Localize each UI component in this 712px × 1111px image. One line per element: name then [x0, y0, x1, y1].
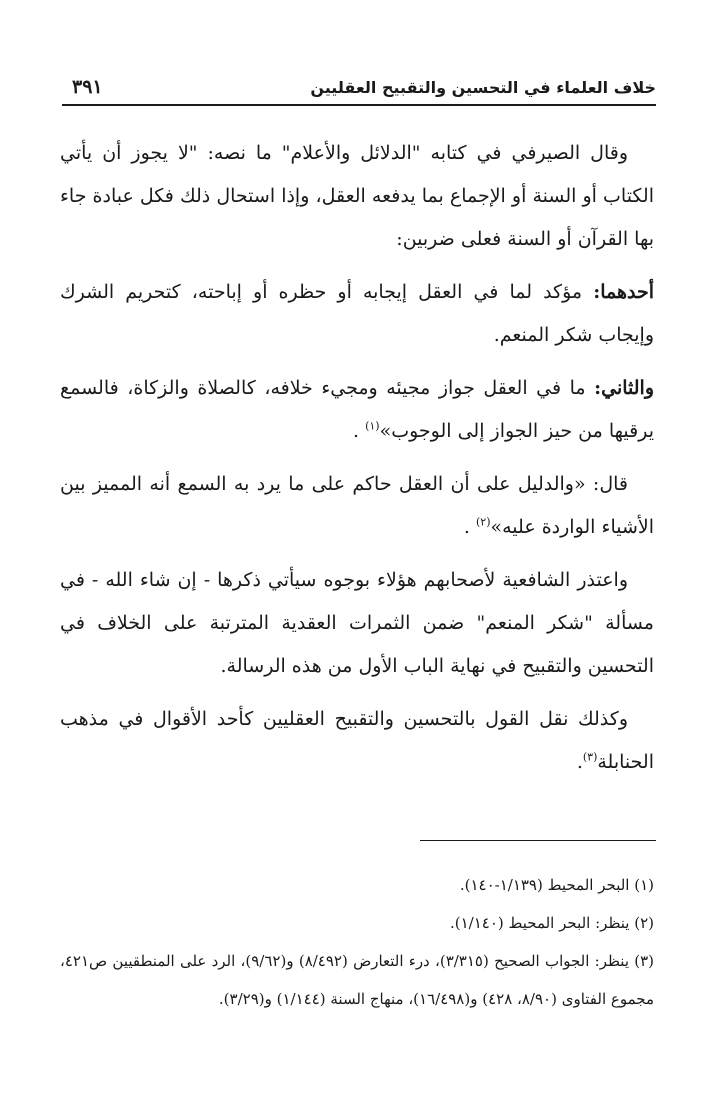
main-text [60, 132, 654, 794]
running-header-title: خلاف العلماء في التحسين والتقبيح العقليين [310, 77, 656, 97]
paragraph-first-type [60, 271, 654, 357]
hanbali-end: . [576, 751, 583, 773]
evidence-text: قال: «والدليل على أن العقل حاكم على ما يرد به السمع أنه المميز بين الأشياء الواردة عليه» [60, 473, 654, 538]
first-type-lead: أحدهما: [593, 281, 654, 303]
second-type-end: . [352, 420, 366, 442]
paragraph-shafii-excuse: واعتذر الشافعية لأصحابهم هؤلاء بوجوه سيأتي ذكرها - إن شاء الله - في مسألة "شكر المنعم" ضمن الثمرات العقدية المترتبة على الخلاف في التحسين والتقبيح في نهاية الباب الأول من هذه الرسالة. [60, 569, 654, 677]
paragraph-second-type [60, 367, 654, 453]
paragraph-hanbali [60, 698, 654, 784]
first-type-text: مؤكد لما في العقل إيجابه أو حظره أو إباحته، كتحريم الشرك وإيجاب شكر المنعم. [60, 281, 654, 346]
page-number: ٣٩١ [72, 76, 103, 98]
footnote-2: (٢) ينظر: البحر المحيط (١/١٤٠). [449, 914, 654, 932]
footnote-ref-1: (١) [365, 419, 380, 433]
footnote-3: (٣) ينظر: الجواب الصحيح (٣/٣١٥)، درء التعارض (٨/٤٩٢) و(٩/٦٢)، الرد على المنطقيين ص٤٢١، مجموع الفتاوى (٨/٩٠، ٤٢٨) و(١٦/٤٩٨)، منهاج السنة (١/١٤٤) و(٣/٢٩). [60, 952, 655, 1008]
footnote-1: (١) البحر المحيط (١/١٣٩-١٤٠). [459, 876, 654, 894]
hanbali-text: وكذلك نقل القول بالتحسين والتقبيح العقليين كأحد الأقوال في مذهب الحنابلة [60, 708, 654, 773]
second-type-text: ما في العقل جواز مجيئه ومجيء خلافه، كالصلاة والزكاة، فالسمع يرقيها من حيز الجواز إلى الوجوب» [60, 377, 654, 442]
footnote-ref-3: (٣) [582, 750, 598, 764]
header-rule [62, 104, 656, 106]
paragraph-sayrafi-quote: وقال الصيرفي في كتابه "الدلائل والأعلام" ما نصه: "لا يجوز أن يأتي الكتاب أو السنة أو الإجماع بما يدفعه العقل، وإذا استحال ذلك فكل عبادة جاء بها القرآن أو السنة فعلى ضربين: [60, 142, 654, 250]
running-header [62, 72, 656, 102]
footnote-ref-2: (٢) [475, 515, 491, 529]
second-type-lead: والثاني: [594, 377, 654, 399]
footnote-separator [420, 840, 656, 841]
footnotes [60, 866, 654, 1018]
evidence-end: . [463, 516, 476, 538]
paragraph-evidence [60, 463, 654, 549]
